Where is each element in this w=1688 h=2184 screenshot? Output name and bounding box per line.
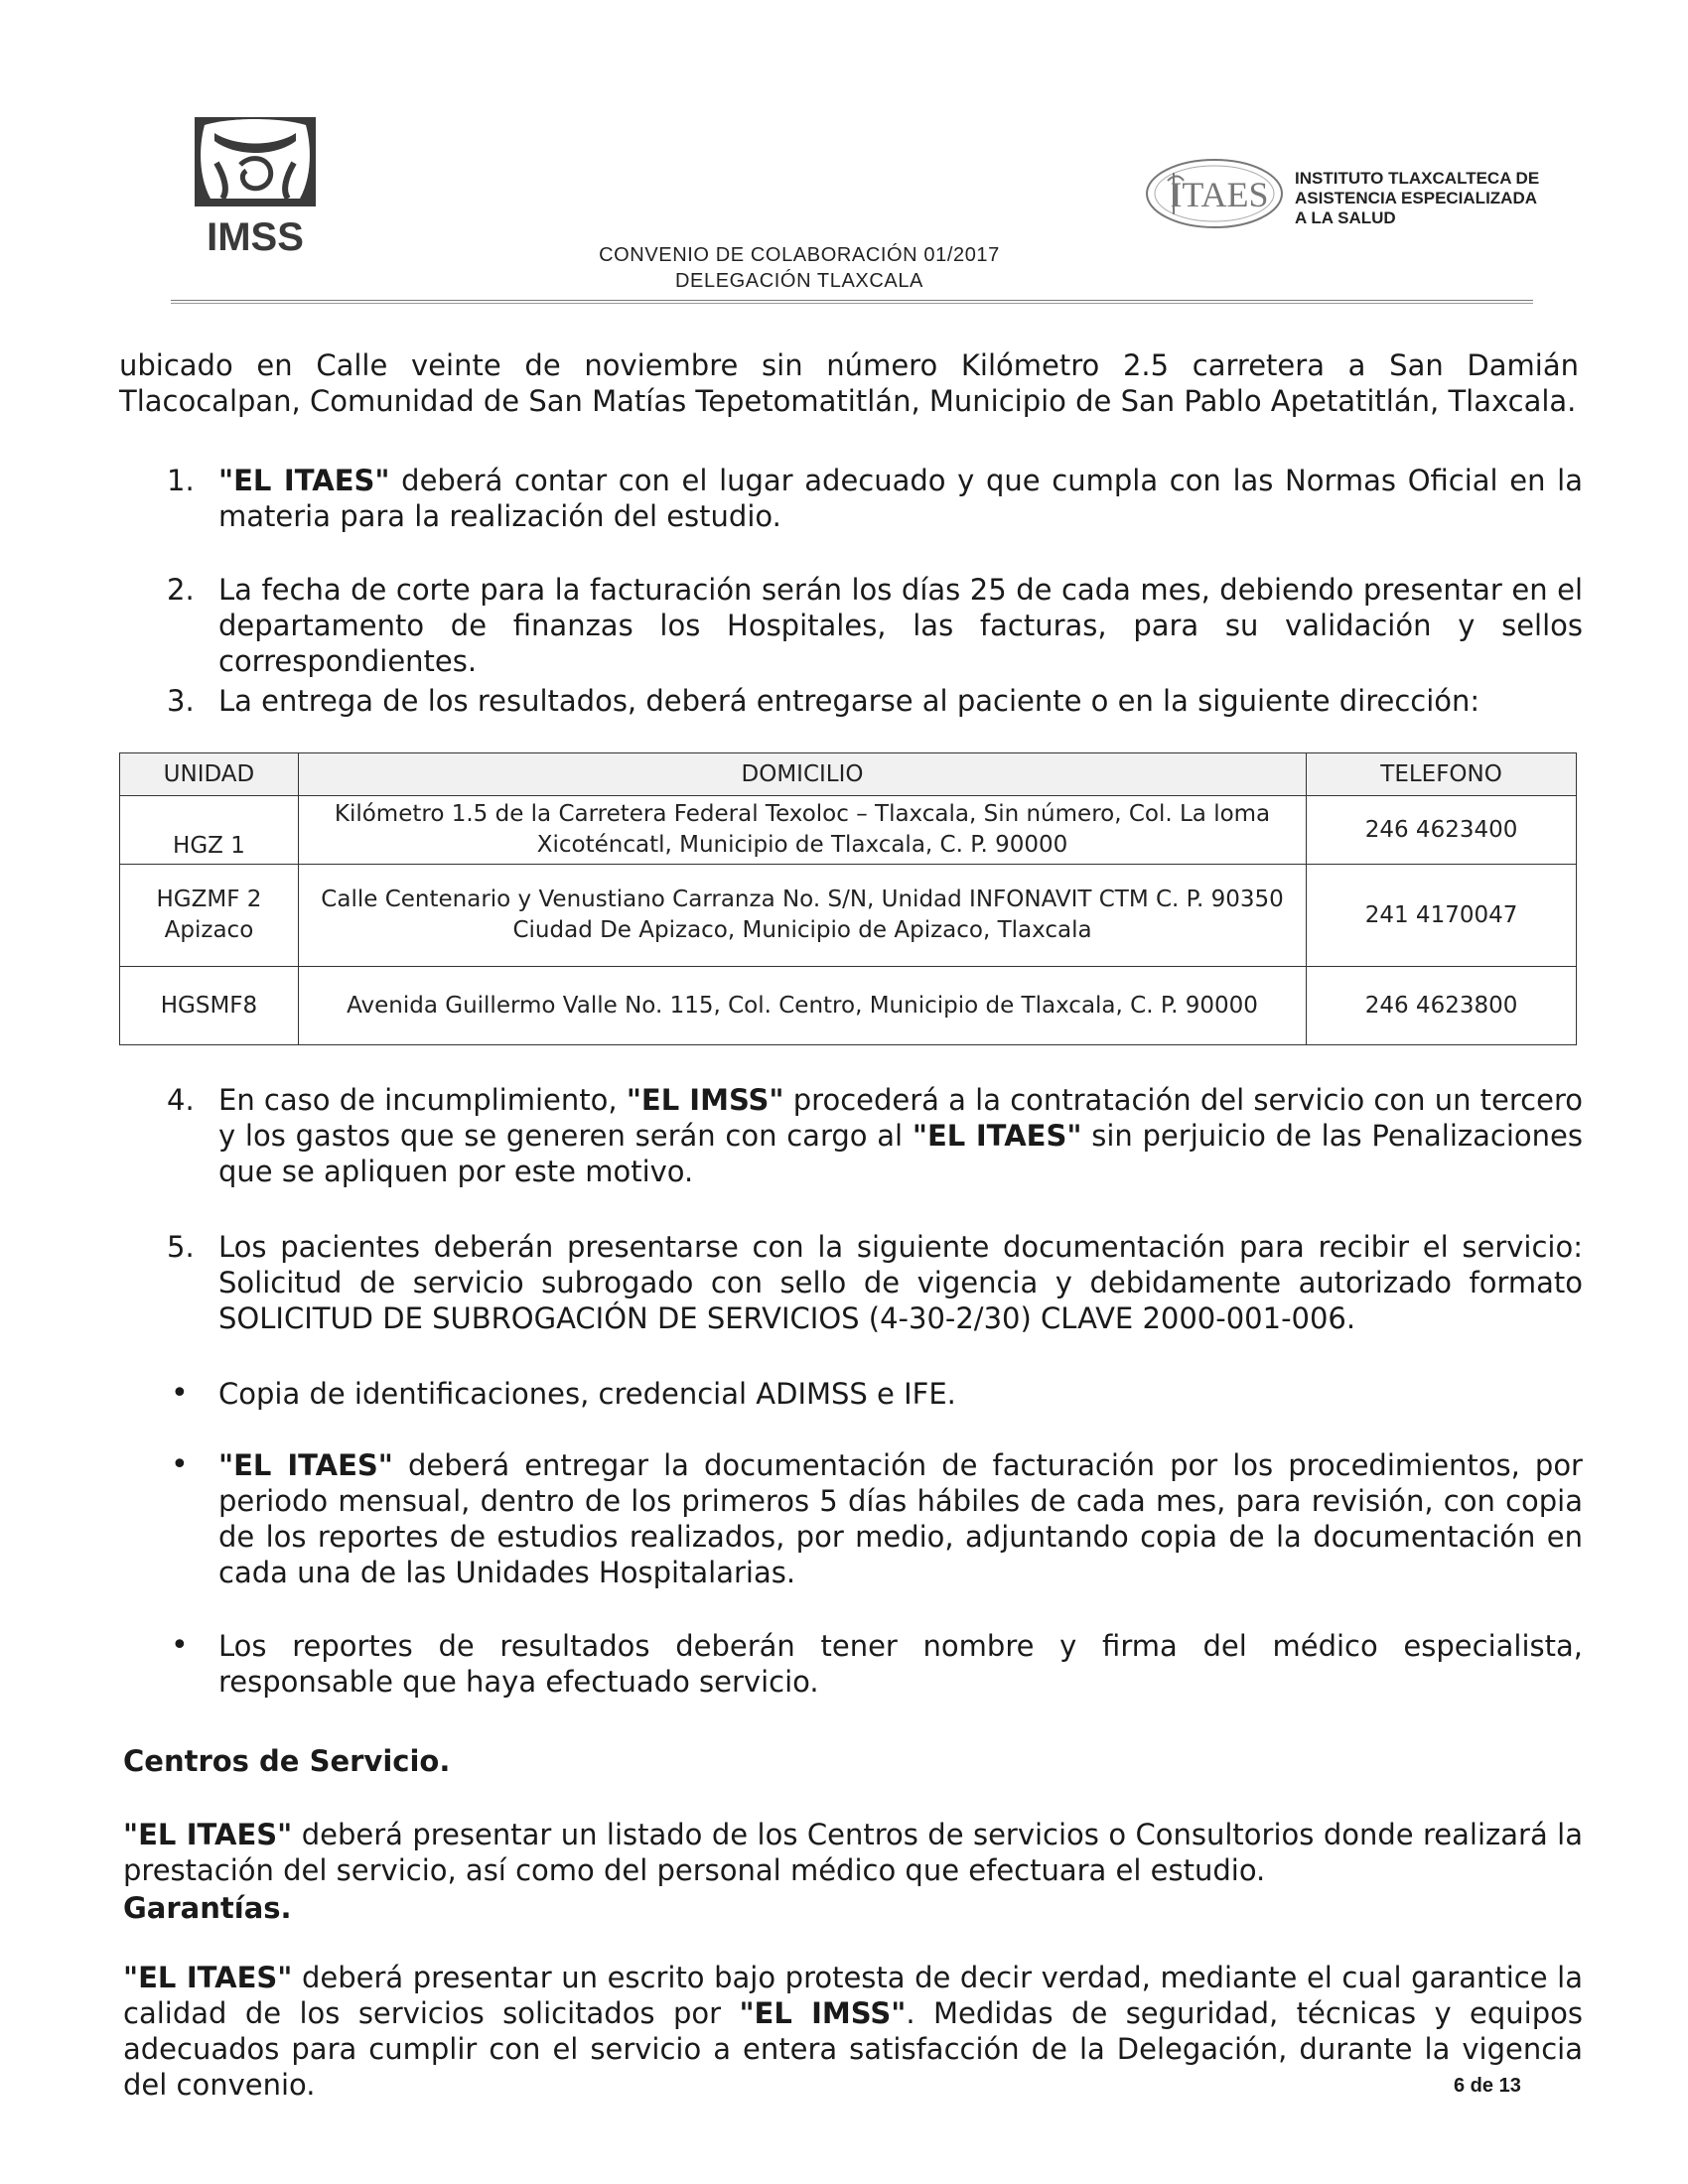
table-row xyxy=(120,967,1577,1045)
garantias-heading: Garantías. xyxy=(123,1891,292,1925)
cell-domicilio xyxy=(298,865,1306,967)
item-5-text: Los pacientes deberán presentarse con la siguiente documentación para recibir el servicio: Solicitud de servicio subrogado con sello de vigencia y debidamente autorizado formato SOLICITUD DE SUBROGACIÓN DE SERVICIOS (4-30-2/30) CLAVE 2000-001-006. xyxy=(218,1230,1583,1335)
table-row xyxy=(120,796,1577,865)
garantias-paragraph xyxy=(123,1960,1583,2103)
garantias-party-itaes: "EL ITAES" xyxy=(123,1961,293,1994)
bullet-icon: • xyxy=(171,1628,189,1663)
garantias-body-2: . Medidas de seguridad, técnicas y equipos adecuados para cumplir con el servicio a entera satisfacción de la Delegación, durante la vigencia del convenio. xyxy=(123,1996,1583,2102)
document-title xyxy=(556,242,1043,294)
itaes-logo xyxy=(1140,151,1289,236)
table-header-row xyxy=(120,753,1577,796)
imss-logo-text: IMSS xyxy=(207,215,304,256)
item-4-party-itaes: "EL ITAES" xyxy=(912,1119,1082,1153)
item-2-text: La fecha de corte para la facturación serán los días 25 de cada mes, debiendo presentar en el departamento de finanzas los Hospitales, las facturas, para su validación y sellos correspondientes. xyxy=(218,573,1583,678)
bullet-icon: • xyxy=(171,1447,189,1482)
item-2-number: 2. xyxy=(167,573,195,607)
itaes-name-line-1: INSTITUTO TLAXCALTECA DE xyxy=(1295,169,1540,188)
domicilio-line: Ciudad De Apizaco, Municipio de Apizaco, Tlaxcala xyxy=(512,917,1092,943)
cell-unidad: HGZ 1 xyxy=(120,796,299,865)
cell-telefono: 246 4623400 xyxy=(1307,796,1577,865)
column-header-domicilio: DOMICILIO xyxy=(298,753,1306,796)
centros-paragraph xyxy=(123,1817,1583,1888)
bullet-1-text: Copia de identificaciones, credencial ADIMSS e IFE. xyxy=(218,1377,956,1411)
item-1-body: deberá contar con el lugar adecuado y que cumpla con las Normas Oficial en la materia para la realización del estudio. xyxy=(218,464,1583,533)
intro-paragraph: ubicado en Calle veinte de noviembre sin número Kilómetro 2.5 carretera a San Damián Tlacocalpan, Comunidad de San Matías Tepetomatitlán, Municipio de San Pablo Apetatitlán, Tlaxcala. xyxy=(119,348,1579,418)
cell-telefono: 241 4170047 xyxy=(1307,865,1577,967)
itaes-institution-name xyxy=(1295,169,1593,228)
bullet-2-party: "EL ITAES" xyxy=(218,1448,393,1482)
item-3-text: La entrega de los resultados, deberá entregarse al paciente o en la siguiente dirección: xyxy=(218,684,1480,718)
garantias-body-1: deberá presentar un escrito bajo protesta de decir verdad, mediante el cual garantice la calidad de los servicios solicitados por xyxy=(123,1961,1583,2030)
item-4-party-imss: "EL IMSS" xyxy=(626,1083,784,1117)
domicilio-line: Xicoténcatl, Municipio de Tlaxcala, C. P. 90000 xyxy=(536,832,1068,858)
domicilio-line: Calle Centenario y Venustiano Carranza No. S/N, Unidad INFONAVIT CTM C. P. 90350 xyxy=(321,887,1284,912)
bullet-3-text: Los reportes de resultados deberán tener nombre y firma del médico especialista, responsable que haya efectuado servicio. xyxy=(218,1629,1583,1699)
garantias-party-imss: "EL IMSS" xyxy=(739,1996,907,2030)
cell-unidad xyxy=(120,865,299,967)
item-4-body-1: En caso de incumplimiento, xyxy=(218,1083,627,1117)
item-1-text xyxy=(218,463,1583,534)
domicilio-line: Kilómetro 1.5 de la Carretera Federal Texoloc – Tlaxcala, Sin número, Col. La loma xyxy=(334,801,1271,827)
cell-domicilio xyxy=(298,796,1306,865)
item-4-body-2: procederá a la contratación del servicio con un tercero y los gastos que se generen serán con cargo al xyxy=(218,1083,1583,1153)
page-number: 6 de 13 xyxy=(1454,2075,1521,2097)
item-3-number: 3. xyxy=(167,684,195,718)
cell-domicilio: Avenida Guillermo Valle No. 115, Col. Centro, Municipio de Tlaxcala, C. P. 90000 xyxy=(298,967,1306,1045)
imss-logo xyxy=(181,107,330,256)
column-header-telefono: TELEFONO xyxy=(1307,753,1577,796)
item-4-number: 4. xyxy=(167,1083,195,1117)
column-header-unidad: UNIDAD xyxy=(120,753,299,796)
centros-party: "EL ITAES" xyxy=(123,1818,293,1851)
table-row xyxy=(120,865,1577,967)
bullet-2-body: deberá entregar la documentación de facturación por los procedimientos, por periodo mensual, dentro de los primeros 5 días hábiles de cada mes, para revisión, con copia de los reportes de estudios realizados, por medio, adjuntando copia de la documentación en cada una de las Unidades Hospitalarias. xyxy=(218,1448,1583,1589)
itaes-name-line-3: A LA SALUD xyxy=(1295,208,1396,227)
bullet-2-text xyxy=(218,1447,1583,1590)
header-divider xyxy=(171,300,1533,304)
item-5-number: 5. xyxy=(167,1230,195,1264)
item-4-text xyxy=(218,1082,1583,1189)
cell-telefono: 246 4623800 xyxy=(1307,967,1577,1045)
unidad-line: HGZMF 2 xyxy=(156,887,262,912)
convenio-title: CONVENIO DE COLABORACIÓN 01/2017 xyxy=(599,244,1000,266)
address-table xyxy=(119,752,1577,1045)
item-1-party: "EL ITAES" xyxy=(218,464,390,497)
itaes-name-line-2: ASISTENCIA ESPECIALIZADA xyxy=(1295,189,1538,207)
bullet-icon: • xyxy=(171,1376,189,1411)
item-1-number: 1. xyxy=(167,464,195,497)
delegacion-title: DELEGACIÓN TLAXCALA xyxy=(674,270,923,292)
cell-unidad: HGSMF8 xyxy=(120,967,299,1045)
unidad-line: Apizaco xyxy=(164,917,254,943)
centros-body: deberá presentar un listado de los Centros de servicios o Consultorios donde realizará la prestación del servicio, así como del personal médico que efectuara el estudio. xyxy=(123,1818,1583,1887)
centros-heading: Centros de Servicio. xyxy=(123,1744,451,1778)
item-4-body-3: sin perjuicio de las Penalizaciones que se apliquen por este motivo. xyxy=(218,1119,1583,1188)
itaes-logo-text: ITAES xyxy=(1170,175,1269,214)
